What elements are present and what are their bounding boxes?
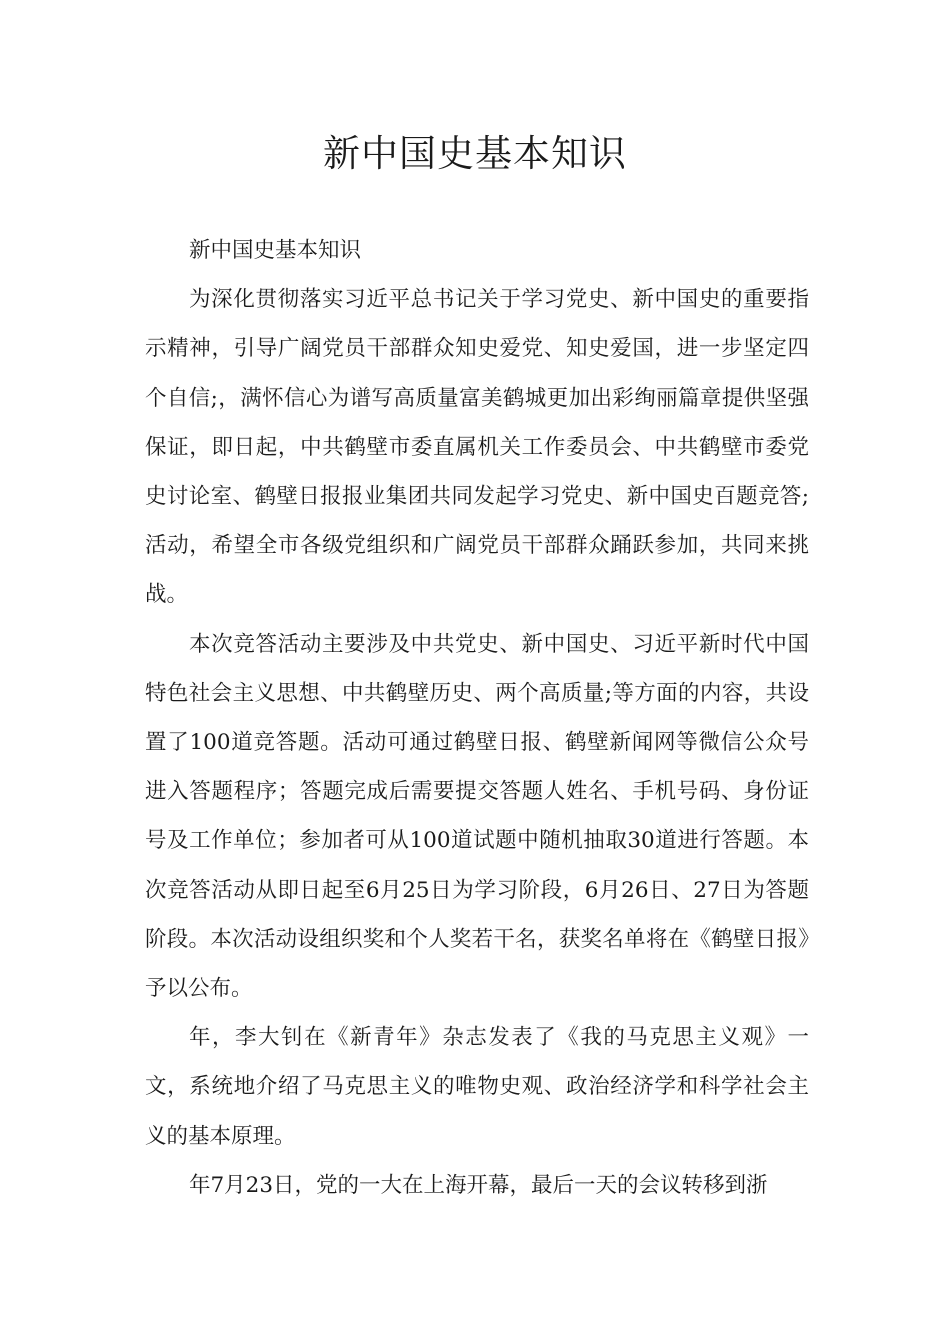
document-title: 新中国史基本知识 (323, 132, 627, 175)
paragraph-li-dazhao: 年，李大钊在《新青年》杂志发表了《我的马克思主义观》一文，系统地介绍了马克思主义的唯物史观、政治经济学和科学社会主义的基本原理。 (145, 1025, 809, 1149)
paragraph-intro: 为深化贯彻落实习近平总书记关于学习党史、新中国史的重要指示精神，引导广阔党员干部群众知史爱党、知史爱国，进一步坚定四个自信;，满怀信心为谱写高质量富美鹤城更加出彩绚丽篇章提供坚强保证，即日起，中共鹤壁市委直属机关工作委员会、中共鹤壁市委党史讨论室、鹤壁日报报业集团共同发起学习党史、新中国史百题竞答;活动，希望全市各级党组织和广阔党员干部群众踊跃参加，共同来挑战。 (145, 287, 809, 608)
paragraph-activity-details: 本次竞答活动主要涉及中共党史、新中国史、习近平新时代中国特色社会主义思想、中共鹤壁历史、两个高质量;等方面的内容，共设置了100道竞答题。活动可通过鹤壁日报、鹤壁新闻网等微信公众号进入答题程序；答题完成后需要提交答题人姓名、手机号码、身份证号及工作单位；参加者可从100道试题中随机抽取30道进行答题。本次竞答活动从即日起至6月25日为学习阶段，6月26日、27日为答题阶段。本次活动设组织奖和个人奖若干名，获奖名单将在《鹤壁日报》予以公布。 (145, 631, 809, 1002)
paragraph-subtitle: 新中国史基本知识 (189, 238, 362, 263)
document-body (145, 226, 809, 1210)
paragraph-first-congress: 年7月23日，党的一大在上海开幕，最后一天的会议转移到浙 (189, 1172, 768, 1198)
